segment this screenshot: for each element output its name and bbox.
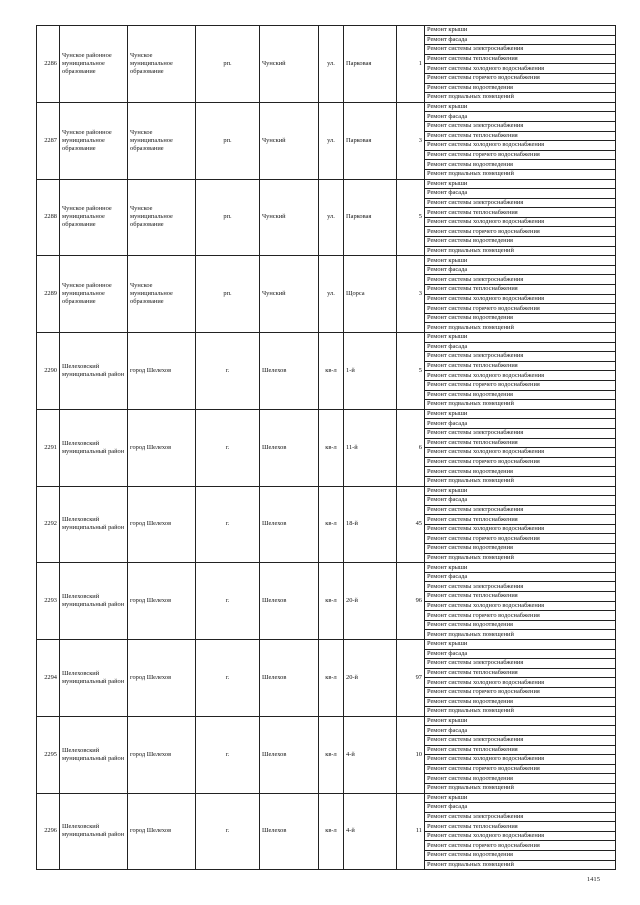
work-type-cell: Ремонт системы теплоснабжения bbox=[425, 822, 616, 832]
work-type-cell: Ремонт системы холодного водоснабжения bbox=[425, 601, 616, 611]
street-cell: 20-й bbox=[344, 563, 397, 640]
district-cell: Шелеховский муниципальный район bbox=[60, 640, 128, 717]
building-number-cell: 5 bbox=[397, 333, 425, 410]
work-type-cell: Ремонт фасада bbox=[425, 649, 616, 659]
municipality-cell: Чунское муниципальное образование bbox=[128, 26, 196, 103]
work-type-cell: Ремонт системы горячего водоснабжения bbox=[425, 534, 616, 544]
work-type-cell: Ремонт подвальных помещений bbox=[425, 323, 616, 333]
work-type-cell: Ремонт системы водоотведения bbox=[425, 160, 616, 170]
work-type-cell: Ремонт системы водоотведения bbox=[425, 774, 616, 784]
document-page bbox=[36, 25, 615, 870]
settlement-cell: Шелехов bbox=[260, 333, 319, 410]
work-type-cell: Ремонт подвальных помещений bbox=[425, 246, 616, 256]
table-row bbox=[37, 179, 616, 189]
work-type-cell: Ремонт системы горячего водоснабжения bbox=[425, 611, 616, 621]
table-row bbox=[37, 563, 616, 573]
municipality-cell: город Шелехов bbox=[128, 793, 196, 870]
building-number-cell: 96 bbox=[397, 563, 425, 640]
work-type-cell: Ремонт системы водоотведения bbox=[425, 544, 616, 554]
municipality-cell: Чунское муниципальное образование bbox=[128, 179, 196, 256]
work-type-cell: Ремонт системы холодного водоснабжения bbox=[425, 448, 616, 458]
row-number: 2290 bbox=[37, 333, 60, 410]
work-type-cell: Ремонт подвальных помещений bbox=[425, 93, 616, 103]
district-cell: Чунское районное муниципальное образование bbox=[60, 179, 128, 256]
table-row bbox=[37, 486, 616, 496]
work-type-cell: Ремонт системы холодного водоснабжения bbox=[425, 755, 616, 765]
settlement-type-cell: рп. bbox=[196, 26, 260, 103]
work-type-cell: Ремонт системы теплоснабжения bbox=[425, 668, 616, 678]
work-type-cell: Ремонт подвальных помещений bbox=[425, 400, 616, 410]
work-type-cell: Ремонт фасада bbox=[425, 112, 616, 122]
work-type-cell: Ремонт крыши bbox=[425, 26, 616, 36]
street-cell: Щорса bbox=[344, 256, 397, 333]
street-type-cell: ул. bbox=[319, 102, 344, 179]
municipality-cell: город Шелехов bbox=[128, 640, 196, 717]
work-type-cell: Ремонт системы электроснабжения bbox=[425, 505, 616, 515]
work-type-cell: Ремонт системы теплоснабжения bbox=[425, 745, 616, 755]
table-row bbox=[37, 102, 616, 112]
settlement-cell: Чунский bbox=[260, 179, 319, 256]
work-type-cell: Ремонт фасада bbox=[425, 726, 616, 736]
work-type-cell: Ремонт системы водоотведения bbox=[425, 851, 616, 861]
work-type-cell: Ремонт системы водоотведения bbox=[425, 237, 616, 247]
settlement-cell: Шелехов bbox=[260, 640, 319, 717]
work-type-cell: Ремонт фасада bbox=[425, 572, 616, 582]
district-cell: Чунское районное муниципальное образование bbox=[60, 256, 128, 333]
street-type-cell: ул. bbox=[319, 179, 344, 256]
street-cell: Парковая bbox=[344, 26, 397, 103]
work-type-cell: Ремонт системы горячего водоснабжения bbox=[425, 73, 616, 83]
municipality-cell: город Шелехов bbox=[128, 563, 196, 640]
work-type-cell: Ремонт системы холодного водоснабжения bbox=[425, 524, 616, 534]
work-type-cell: Ремонт крыши bbox=[425, 486, 616, 496]
building-number-cell: 6 bbox=[397, 409, 425, 486]
work-type-cell: Ремонт фасада bbox=[425, 265, 616, 275]
street-type-cell: кв-л bbox=[319, 409, 344, 486]
work-type-cell: Ремонт крыши bbox=[425, 333, 616, 343]
district-cell: Чунское районное муниципальное образование bbox=[60, 26, 128, 103]
street-type-cell: кв-л bbox=[319, 486, 344, 563]
work-type-cell: Ремонт системы теплоснабжения bbox=[425, 54, 616, 64]
settlement-cell: Чунский bbox=[260, 26, 319, 103]
work-type-cell: Ремонт системы холодного водоснабжения bbox=[425, 217, 616, 227]
row-number: 2293 bbox=[37, 563, 60, 640]
building-number-cell: 10 bbox=[397, 716, 425, 793]
work-type-cell: Ремонт подвальных помещений bbox=[425, 783, 616, 793]
settlement-cell: Чунский bbox=[260, 256, 319, 333]
work-type-cell: Ремонт подвальных помещений bbox=[425, 630, 616, 640]
work-type-cell: Ремонт системы горячего водоснабжения bbox=[425, 764, 616, 774]
row-number: 2296 bbox=[37, 793, 60, 870]
building-number-cell: 97 bbox=[397, 640, 425, 717]
table-row bbox=[37, 716, 616, 726]
work-type-cell: Ремонт системы электроснабжения bbox=[425, 121, 616, 131]
street-cell: 18-й bbox=[344, 486, 397, 563]
row-number: 2295 bbox=[37, 716, 60, 793]
work-type-cell: Ремонт подвальных помещений bbox=[425, 860, 616, 870]
row-number: 2294 bbox=[37, 640, 60, 717]
settlement-cell: Шелехов bbox=[260, 716, 319, 793]
table-row bbox=[37, 256, 616, 266]
settlement-type-cell: г. bbox=[196, 563, 260, 640]
work-type-cell: Ремонт подвальных помещений bbox=[425, 707, 616, 717]
district-cell: Шелеховский муниципальный район bbox=[60, 333, 128, 410]
street-cell: Парковая bbox=[344, 179, 397, 256]
work-type-cell: Ремонт системы электроснабжения bbox=[425, 352, 616, 362]
work-type-cell: Ремонт фасада bbox=[425, 35, 616, 45]
settlement-type-cell: рп. bbox=[196, 256, 260, 333]
work-type-cell: Ремонт фасада bbox=[425, 189, 616, 199]
work-type-cell: Ремонт системы горячего водоснабжения bbox=[425, 304, 616, 314]
work-type-cell: Ремонт системы электроснабжения bbox=[425, 735, 616, 745]
municipality-cell: город Шелехов bbox=[128, 333, 196, 410]
settlement-cell: Шелехов bbox=[260, 409, 319, 486]
work-type-cell: Ремонт системы холодного водоснабжения bbox=[425, 294, 616, 304]
district-cell: Чунское районное муниципальное образование bbox=[60, 102, 128, 179]
municipality-cell: город Шелехов bbox=[128, 486, 196, 563]
street-type-cell: кв-л bbox=[319, 640, 344, 717]
work-type-cell: Ремонт системы горячего водоснабжения bbox=[425, 227, 616, 237]
settlement-type-cell: г. bbox=[196, 333, 260, 410]
work-type-cell: Ремонт крыши bbox=[425, 640, 616, 650]
street-cell: Парковая bbox=[344, 102, 397, 179]
row-number: 2291 bbox=[37, 409, 60, 486]
work-type-cell: Ремонт системы теплоснабжения bbox=[425, 592, 616, 602]
work-type-cell: Ремонт фасада bbox=[425, 419, 616, 429]
settlement-type-cell: г. bbox=[196, 486, 260, 563]
settlement-cell: Чунский bbox=[260, 102, 319, 179]
building-number-cell: 5 bbox=[397, 179, 425, 256]
settlement-type-cell: г. bbox=[196, 793, 260, 870]
street-type-cell: кв-л bbox=[319, 716, 344, 793]
work-type-cell: Ремонт системы теплоснабжения bbox=[425, 438, 616, 448]
street-cell: 4-й bbox=[344, 716, 397, 793]
district-cell: Шелеховский муниципальный район bbox=[60, 409, 128, 486]
work-type-cell: Ремонт системы водоотведения bbox=[425, 467, 616, 477]
work-type-cell: Ремонт системы теплоснабжения bbox=[425, 285, 616, 295]
row-number: 2287 bbox=[37, 102, 60, 179]
row-number: 2292 bbox=[37, 486, 60, 563]
work-type-cell: Ремонт системы горячего водоснабжения bbox=[425, 841, 616, 851]
work-type-cell: Ремонт системы холодного водоснабжения bbox=[425, 64, 616, 74]
settlement-type-cell: г. bbox=[196, 640, 260, 717]
settlement-type-cell: г. bbox=[196, 409, 260, 486]
street-cell: 11-й bbox=[344, 409, 397, 486]
work-type-cell: Ремонт подвальных помещений bbox=[425, 553, 616, 563]
work-type-cell: Ремонт системы водоотведения bbox=[425, 620, 616, 630]
street-cell: 1-й bbox=[344, 333, 397, 410]
street-type-cell: ул. bbox=[319, 26, 344, 103]
settlement-cell: Шелехов bbox=[260, 486, 319, 563]
district-cell: Шелеховский муниципальный район bbox=[60, 486, 128, 563]
settlement-type-cell: рп. bbox=[196, 179, 260, 256]
settlement-type-cell: г. bbox=[196, 716, 260, 793]
work-type-cell: Ремонт системы теплоснабжения bbox=[425, 515, 616, 525]
work-type-cell: Ремонт системы теплоснабжения bbox=[425, 361, 616, 371]
row-number: 2286 bbox=[37, 26, 60, 103]
work-type-cell: Ремонт системы водоотведения bbox=[425, 697, 616, 707]
work-type-cell: Ремонт системы горячего водоснабжения bbox=[425, 687, 616, 697]
work-type-cell: Ремонт системы горячего водоснабжения bbox=[425, 380, 616, 390]
work-type-cell: Ремонт крыши bbox=[425, 179, 616, 189]
work-type-cell: Ремонт подвальных помещений bbox=[425, 169, 616, 179]
street-type-cell: кв-л bbox=[319, 793, 344, 870]
settlement-cell: Шелехов bbox=[260, 563, 319, 640]
building-number-cell: 3 bbox=[397, 102, 425, 179]
work-type-cell: Ремонт фасада bbox=[425, 803, 616, 813]
row-number: 2289 bbox=[37, 256, 60, 333]
work-type-cell: Ремонт системы теплоснабжения bbox=[425, 131, 616, 141]
work-type-cell: Ремонт крыши bbox=[425, 563, 616, 573]
table-row bbox=[37, 793, 616, 803]
municipality-cell: Чунское муниципальное образование bbox=[128, 256, 196, 333]
work-type-cell: Ремонт системы холодного водоснабжения bbox=[425, 831, 616, 841]
settlement-type-cell: рп. bbox=[196, 102, 260, 179]
work-type-cell: Ремонт системы водоотведения bbox=[425, 83, 616, 93]
repair-register-table bbox=[36, 25, 616, 870]
work-type-cell: Ремонт системы холодного водоснабжения bbox=[425, 371, 616, 381]
row-number: 2288 bbox=[37, 179, 60, 256]
work-type-cell: Ремонт системы электроснабжения bbox=[425, 812, 616, 822]
street-type-cell: ул. bbox=[319, 256, 344, 333]
building-number-cell: 3 bbox=[397, 256, 425, 333]
table-row bbox=[37, 333, 616, 343]
table-row bbox=[37, 409, 616, 419]
work-type-cell: Ремонт крыши bbox=[425, 409, 616, 419]
work-type-cell: Ремонт системы водоотведения bbox=[425, 390, 616, 400]
work-type-cell: Ремонт системы водоотведения bbox=[425, 313, 616, 323]
work-type-cell: Ремонт системы электроснабжения bbox=[425, 582, 616, 592]
building-number-cell: 45 bbox=[397, 486, 425, 563]
work-type-cell: Ремонт системы горячего водоснабжения bbox=[425, 457, 616, 467]
work-type-cell: Ремонт системы электроснабжения bbox=[425, 275, 616, 285]
work-type-cell: Ремонт крыши bbox=[425, 793, 616, 803]
municipality-cell: город Шелехов bbox=[128, 409, 196, 486]
work-type-cell: Ремонт системы электроснабжения bbox=[425, 45, 616, 55]
street-type-cell: кв-л bbox=[319, 333, 344, 410]
district-cell: Шелеховский муниципальный район bbox=[60, 563, 128, 640]
work-type-cell: Ремонт крыши bbox=[425, 256, 616, 266]
building-number-cell: 11 bbox=[397, 793, 425, 870]
settlement-cell: Шелехов bbox=[260, 793, 319, 870]
municipality-cell: Чунское муниципальное образование bbox=[128, 102, 196, 179]
work-type-cell: Ремонт системы холодного водоснабжения bbox=[425, 678, 616, 688]
work-type-cell: Ремонт системы электроснабжения bbox=[425, 428, 616, 438]
district-cell: Шелеховский муниципальный район bbox=[60, 793, 128, 870]
work-type-cell: Ремонт системы горячего водоснабжения bbox=[425, 150, 616, 160]
work-type-cell: Ремонт системы электроснабжения bbox=[425, 198, 616, 208]
work-type-cell: Ремонт подвальных помещений bbox=[425, 476, 616, 486]
work-type-cell: Ремонт фасада bbox=[425, 496, 616, 506]
work-type-cell: Ремонт фасада bbox=[425, 342, 616, 352]
page-number: 1415 bbox=[586, 876, 600, 883]
district-cell: Шелеховский муниципальный район bbox=[60, 716, 128, 793]
table-row bbox=[37, 640, 616, 650]
street-type-cell: кв-л bbox=[319, 563, 344, 640]
table-row bbox=[37, 26, 616, 36]
building-number-cell: 1 bbox=[397, 26, 425, 103]
street-cell: 20-й bbox=[344, 640, 397, 717]
work-type-cell: Ремонт системы электроснабжения bbox=[425, 659, 616, 669]
work-type-cell: Ремонт системы теплоснабжения bbox=[425, 208, 616, 218]
work-type-cell: Ремонт крыши bbox=[425, 102, 616, 112]
work-type-cell: Ремонт системы холодного водоснабжения bbox=[425, 141, 616, 151]
municipality-cell: город Шелехов bbox=[128, 716, 196, 793]
street-cell: 4-й bbox=[344, 793, 397, 870]
work-type-cell: Ремонт крыши bbox=[425, 716, 616, 726]
